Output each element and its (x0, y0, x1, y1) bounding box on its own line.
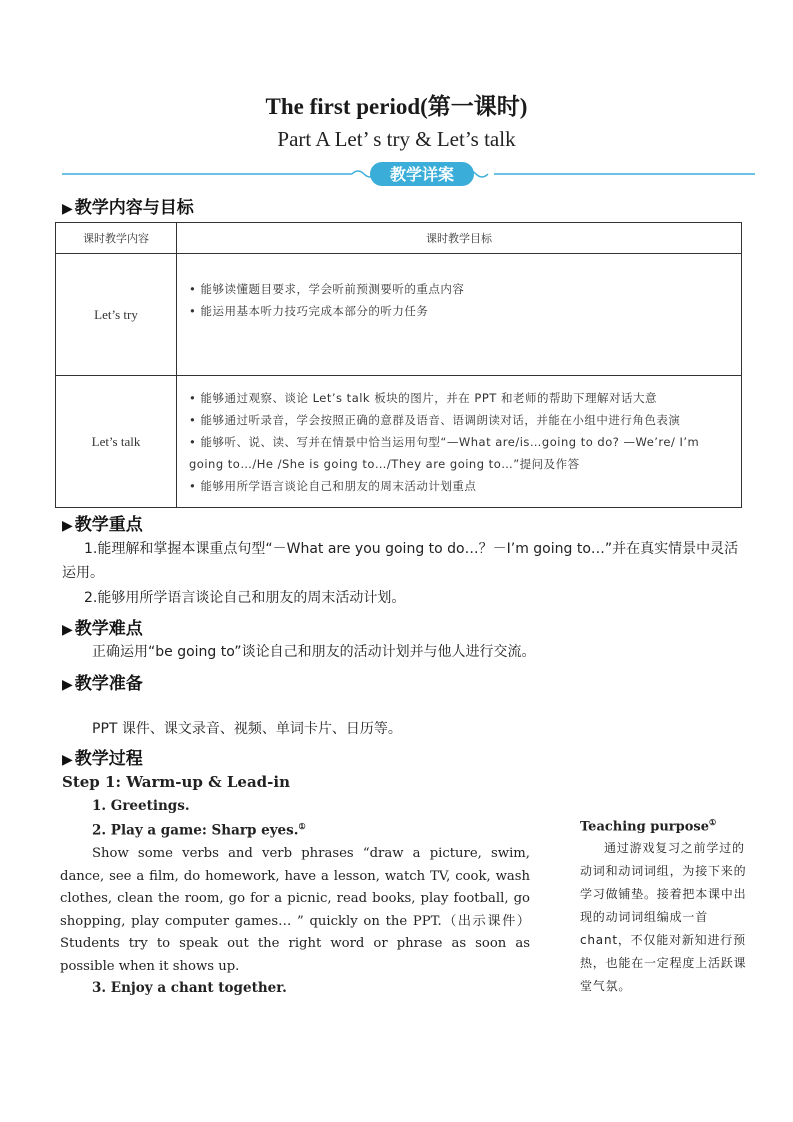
step1-item-2-text: 2. Play a game: Sharp eyes. (92, 822, 299, 839)
table-header-content: 课时教学内容 (56, 223, 177, 254)
table-row (56, 254, 742, 376)
footnote-marker: ① (298, 821, 306, 831)
list-item: • 能够用所学语言谈论自己和朋友的周末活动计划重点 (189, 478, 477, 493)
list-item: • 能运用基本听力技巧完成本部分的听力任务 (189, 303, 429, 318)
teaching-purpose-title (580, 817, 716, 834)
table-header-goals: 课时教学目标 (177, 223, 742, 254)
triangle-icon: ▶ (62, 622, 73, 638)
step1-title: Step 1: Warm-up & Lead-in (62, 773, 290, 791)
list-item: • 能够通过听录音，学会按照正确的意群及语音、语调朗读对话，并能在小组中进行角色表演 (189, 412, 681, 427)
section-band (62, 160, 755, 188)
goals-table (55, 222, 742, 508)
list-item: • 能够听、说、读、写并在情景中恰当运用句型“—What are/is…going to do? —We’re/ I’m going to…/He /She is going to…/They are going to…”提问及作答 (189, 434, 700, 471)
section-heading-key-points (62, 510, 143, 535)
row-goals (177, 254, 742, 376)
triangle-icon: ▶ (62, 518, 73, 534)
row-goals (177, 376, 742, 508)
preparation-text: PPT 课件、课文录音、视频、单词卡片、日历等。 (92, 721, 402, 737)
row-label: Let’s try (56, 254, 177, 376)
page-subtitle: Part A Let’ s try & Let’s talk (277, 127, 516, 151)
table-row (56, 376, 742, 508)
row-label: Let’s talk (56, 376, 177, 508)
badge-text: 教学详案 (389, 165, 455, 184)
section-heading-preparation (62, 669, 143, 694)
section-heading-preparation-text: 教学准备 (74, 674, 143, 694)
triangle-icon: ▶ (62, 752, 73, 768)
triangle-icon: ▶ (62, 201, 73, 217)
key-point-1: 1.能理解和掌握本课重点句型“－What are you going to do…？－I’m going to…”并在真实情景中灵活运用。 (62, 541, 739, 581)
section-heading-process (62, 744, 143, 769)
key-point-2: 2.能够用所学语言谈论自己和朋友的周末活动计划。 (84, 590, 406, 606)
step1-item-2 (92, 821, 306, 839)
section-heading-content-text: 教学内容与目标 (74, 198, 194, 218)
step1-item-3: 3. Enjoy a chant together. (92, 980, 287, 996)
section-heading-key-points-text: 教学重点 (74, 515, 143, 535)
step1-item-2-body: Show some verbs and verb phrases “draw a picture, swim, dance, see a film, do homework, have a lesson, watch TV, cook, wash clothes, clean the room, go for a picnic, read books, play football, go shopping, play computer games… ” quickly on the PPT.（出示课件） Students try to speak out the right word or phrase as soon as possible when it shows up. (60, 846, 530, 974)
footnote-marker: ① (709, 817, 717, 827)
table-header-row (56, 223, 742, 254)
section-heading-process-text: 教学过程 (74, 749, 143, 769)
section-heading-difficulties-text: 教学难点 (74, 619, 143, 639)
page-title: The first period(第一课时) (265, 94, 528, 119)
triangle-icon: ▶ (62, 677, 73, 693)
step1-item-1: 1. Greetings. (92, 798, 190, 814)
list-item: • 能够读懂题目要求，学会听前预测要听的重点内容 (189, 281, 465, 296)
teaching-purpose-text: 通过游戏复习之前学过的动词和动词词组，为接下来的学习做铺垫。接着把本课中出现的动词词组编成一首 chant，不仅能对新知进行预热，也能在一定程度上活跃课堂气氛。 (580, 841, 747, 993)
teaching-purpose-title-text: Teaching purpose (580, 819, 709, 835)
difficulty-text: 正确运用“be going to”谈论自己和朋友的活动计划并与他人进行交流。 (92, 644, 536, 660)
section-heading-difficulties (62, 614, 143, 639)
list-item: • 能够通过观察、谈论 Let’s talk 板块的图片，并在 PPT 和老师的帮助下理解对话大意 (189, 390, 657, 405)
section-heading-content (62, 193, 194, 218)
